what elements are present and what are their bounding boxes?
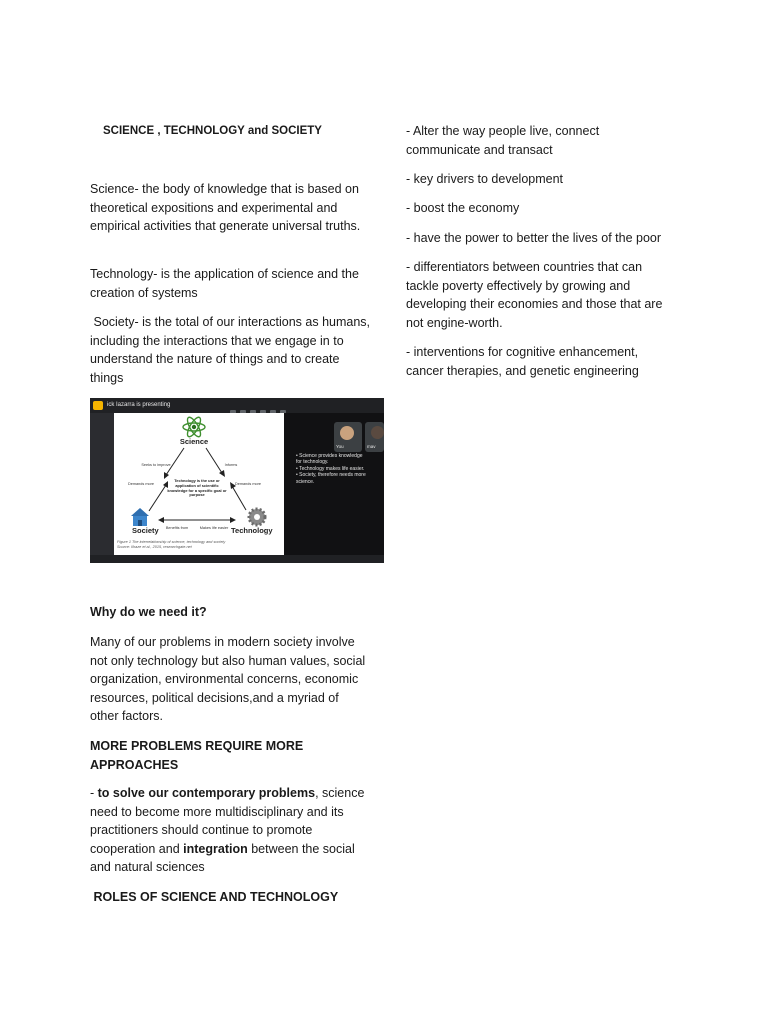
benefits-label: Benefits from	[165, 526, 189, 530]
right-item: - key drivers to development	[406, 172, 564, 186]
gear-icon	[249, 509, 265, 525]
makes-life-label: Makes life easier	[199, 526, 229, 530]
roles-heading: ROLES OF SCIENCE AND TECHNOLOGY	[90, 890, 339, 904]
right-item: - have the power to better the lives of the poor	[406, 231, 662, 245]
document-title: SCIENCE , TECHNOLOGY and SOCIETY	[103, 125, 322, 137]
society-node-label: Society	[132, 526, 159, 535]
participant-name-other: mav	[367, 444, 376, 449]
right-item: - differentiators between countries that can tackle poverty effectively by growing and developing their economies and those that are not engine-worth.	[406, 260, 663, 330]
participant-name-you: You	[336, 444, 344, 449]
why-heading: Why do we need it?	[90, 605, 207, 619]
informs-label: Informs	[224, 463, 238, 467]
science-node-label: Science	[179, 437, 209, 446]
society-definition: Society- is the total of our interactions as humans, including the interactions that we engage in to understand the nature of things and to create things	[90, 315, 374, 385]
panel-bullet: • Technology makes life easier.	[296, 465, 365, 472]
house-icon	[131, 508, 149, 526]
solve-paragraph: - to solve our contemporary problems, science need to become more multidisciplinary and its practitioners should continue to promote cooperation and integration between the social and natural sciences	[90, 786, 365, 875]
why-body: Many of our problems in modern society involve not only technology but also human values, social organization, environmental concerns, economic resources, political decisions,and a myriad of other factors.	[90, 635, 366, 724]
avatar-other	[371, 426, 384, 439]
panel-bullet: • Society, therefore needs more science.	[296, 472, 366, 485]
demands-right-label: Demands more	[235, 482, 261, 486]
technology-node-label: Technology	[231, 526, 273, 535]
more-problems-heading: MORE PROBLEMS REQUIRE MORE APPROACHES	[90, 739, 304, 772]
figure-source: Source: Ilhaze et al., 2015, researchgate.net	[117, 545, 192, 549]
panel-bullets	[296, 453, 366, 485]
meeting-controls	[230, 402, 320, 408]
atom-icon	[183, 415, 205, 438]
right-item: - boost the economy	[406, 201, 520, 215]
demands-left-label: Demands more	[128, 482, 154, 486]
figure-caption: Figure 1 The interrelationship of science, technology and society	[117, 540, 226, 544]
center-definition: Technology is the use or application of scientific knowledge for a specific goal or purpose	[167, 479, 227, 498]
avatar-you	[340, 426, 354, 440]
meet-logo-icon	[93, 401, 103, 410]
seeks-label: Seeks to improve	[141, 463, 171, 467]
presenter-label: ick Iazarra is presenting	[107, 402, 171, 408]
presentation-screenshot	[90, 398, 384, 563]
right-item: - interventions for cognitive enhancement, cancer therapies, and genetic engineering	[406, 345, 639, 378]
science-definition: Science- the body of knowledge that is based on theoretical expositions and experimental and empirical activities that generate universal truths.	[90, 182, 361, 234]
technology-definition: Technology- is the application of science and the creation of systems	[90, 267, 359, 300]
sts-diagram	[114, 413, 284, 555]
right-item: - Alter the way people live, connect communicate and transact	[406, 124, 600, 157]
integration-bold: integration	[183, 841, 248, 856]
solve-bold: to solve our contemporary problems	[97, 786, 316, 800]
meeting-bottom-bar	[90, 555, 384, 563]
panel-bullet: • Science provides knowledge for technology.	[296, 453, 363, 466]
slide-area	[114, 413, 284, 555]
